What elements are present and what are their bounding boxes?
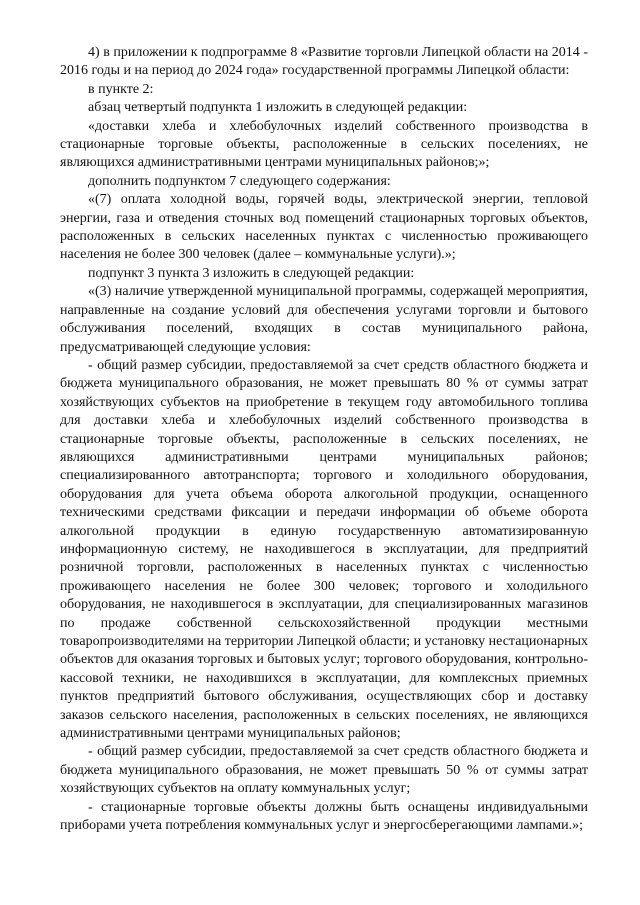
paragraph-point-3-instruction: подпункт 3 пункта 3 изложить в следующей редакции: (88, 265, 415, 281)
paragraph-point-3-text: «(3) наличие утвержденной муниципальной программы, содержащей мероприятия, направленные на создание условий для обеспечения услугами торговли и бытового обслуживания поселений, входящих в состав муниципального района, предусматривающей следующие условия: (60, 284, 588, 355)
paragraph-subpoint-7-text: «(7) оплата холодной воды, горячей воды, электрической энергии, тепловой энергии, газа и отведения сточных вод помещений стационарных торговых объектов, расположенных в сельских населенных пунктах с численностью проживающего населения не более 300 человек (далее – коммунальные услуги).»; (60, 192, 588, 263)
paragraph-point-2: в пункте 2: (88, 81, 154, 97)
paragraph-subpoint-7-instruction: дополнить подпунктом 7 следующего содержания: (88, 173, 391, 189)
paragraph-condition-80-percent: - общий размер субсидии, предоставляемой за счет средств областного бюджета и бюджета муниципального образования, не может превышать 80 % от суммы затрат хозяйствующих субъектов на приобретение в текущем году автомобильного топлива для доставки хлеба и хлебобулочных изделий собственного производства в стационарные торговые объекты, расположенные в сельских поселениях, не являющихся административными центрами муниципальных районов; специализированного автотранспорта; торгового и холодильного оборудования, оборудования для учета объема оборота алкогольной продукции, оснащенного техническими средствами фиксации и передачи информации об объеме оборота алкогольной продукции в единую государственную автоматизированную информационную систему, не находившегося в эксплуатации, для предприятий розничной торговли, расположенных в населенных пунктах с численностью проживающего населения не более 300 человек; торгового и холодильного оборудования, не находившегося в эксплуатации, для специализированных магазинов по продаже собственной сельскохозяйственной продукции местными товаропроизводителями на территории Липецкой области; и установку нестационарных объектов для оказания торговых и бытовых услуг; торгового оборудования, контрольно-кассовой техники, не находившихся в эксплуатации, для комплексных приемных пунктов предприятий бытового обслуживания, осуществляющих сбор и доставку заказов сельского населения, расположенных в сельских поселениях, не являющихся административными центрами муниципальных районов; (60, 357, 588, 742)
paragraph-subpoint-1-instruction: абзац четвертый подпункта 1 изложить в следующей редакции: (88, 100, 468, 116)
paragraph-condition-50-percent: - общий размер субсидии, предоставляемой за счет средств областного бюджета и бюджета муниципального образования, не может превышать 50 % от суммы затрат хозяйствующих субъектов на оплату коммунальных услуг; (60, 744, 588, 797)
paragraph-subpoint-1-text: «доставки хлеба и хлебобулочных изделий собственного производства в стационарные торговые объекты, расположенные в сельских поселениях, не являющихся административными центрами муниципальных районов;»; (60, 118, 588, 171)
paragraph-item-4: 4) в приложении к подпрограмме 8 «Развитие торговли Липецкой области на 2014 - 2016 годы и на период до 2024 года» государственной программы Липецкой области: (60, 45, 588, 79)
document-page (60, 44, 588, 835)
paragraph-condition-meters: - стационарные торговые объекты должны быть оснащены индивидуальными приборами учета потребления коммунальных услуг и энергосберегающими лампами.»; (60, 799, 588, 834)
